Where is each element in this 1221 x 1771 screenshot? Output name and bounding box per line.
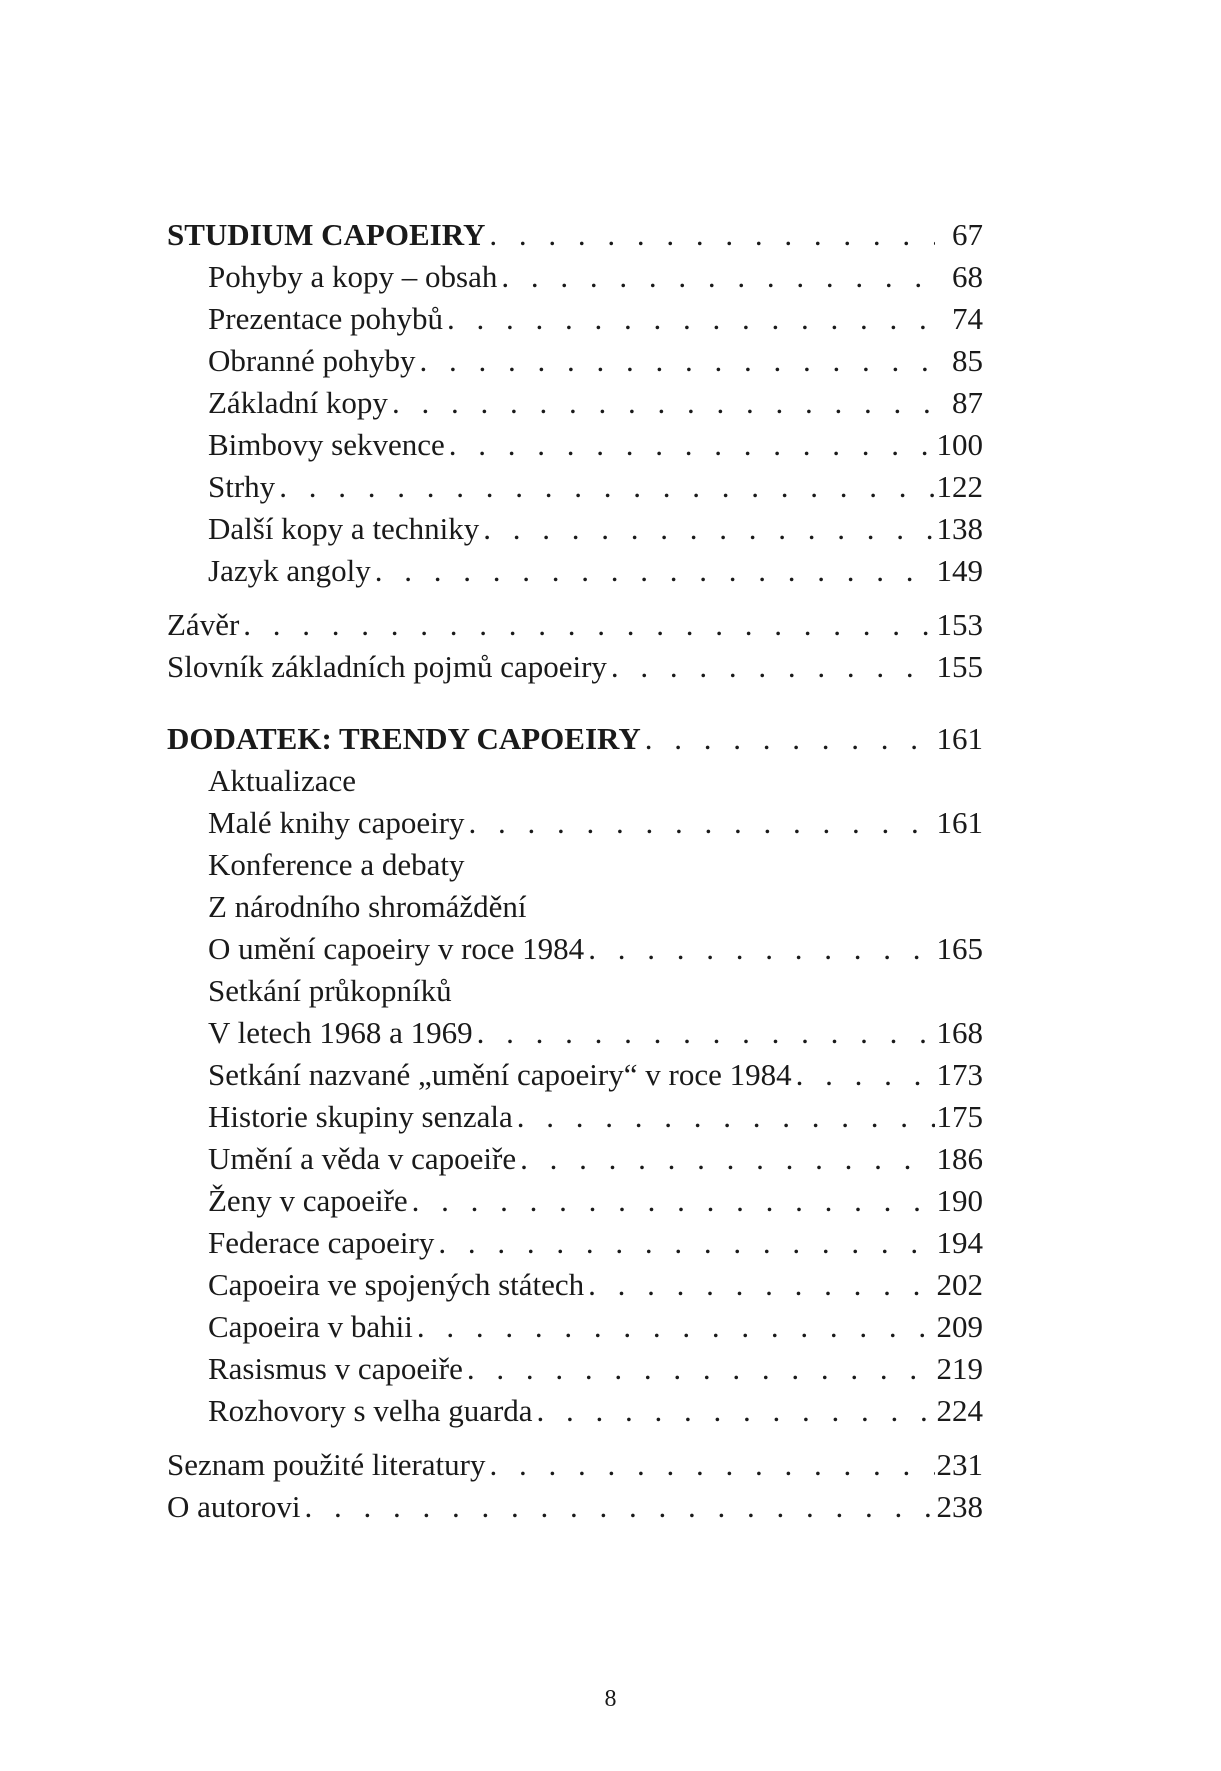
toc-entry-page: 186 xyxy=(936,1141,983,1176)
toc-dot-leader xyxy=(533,1390,935,1432)
toc-entry-title: Rozhovory s velha guarda xyxy=(208,1393,533,1428)
toc-entry xyxy=(167,802,983,844)
toc-dot-leader xyxy=(584,928,935,970)
toc-dot-leader xyxy=(443,298,935,340)
toc-entry-page: 100 xyxy=(936,427,983,462)
toc-entry-page: 190 xyxy=(936,1183,983,1218)
toc-entry-title: Konference a debaty xyxy=(208,847,465,882)
toc-entry xyxy=(167,550,983,592)
toc-entry-page: 194 xyxy=(936,1225,983,1260)
toc-dot-leader xyxy=(388,382,935,424)
toc-dot-leader xyxy=(413,1306,935,1348)
toc-entry-page: 161 xyxy=(936,805,983,840)
toc-entry xyxy=(167,256,983,298)
page-number: 8 xyxy=(604,1686,617,1712)
toc-dot-leader xyxy=(485,214,935,256)
toc-dot-leader xyxy=(300,1486,935,1528)
toc-entry xyxy=(167,508,983,550)
toc-entry-title: DODATEK: TRENDY CAPOEIRY xyxy=(167,721,641,756)
toc-dot-leader xyxy=(275,466,935,508)
toc-entry-title: Pohyby a kopy – obsah xyxy=(208,259,498,294)
toc-entry-page: 209 xyxy=(936,1309,983,1344)
table-of-contents xyxy=(167,214,983,1528)
toc-dot-leader xyxy=(792,1054,935,1096)
toc-entry xyxy=(167,760,983,802)
toc-entry-title: O autorovi xyxy=(167,1489,301,1524)
toc-dot-leader xyxy=(607,646,935,688)
toc-entry-page: 68 xyxy=(952,259,983,294)
toc-entry xyxy=(167,604,983,646)
toc-entry-page: 87 xyxy=(952,385,983,420)
toc-entry xyxy=(167,1306,983,1348)
toc-entry xyxy=(167,1264,983,1306)
toc-entry-page: 161 xyxy=(936,721,983,756)
toc-dot-leader xyxy=(445,424,935,466)
toc-entry-title: O umění capoeiry v roce 1984 xyxy=(208,931,585,966)
toc-entry xyxy=(167,1138,983,1180)
toc-entry xyxy=(167,928,983,970)
toc-dot-leader xyxy=(584,1264,935,1306)
toc-entry xyxy=(167,718,983,760)
toc-entry-page: 224 xyxy=(936,1393,983,1428)
toc-entry-page: 175 xyxy=(936,1099,983,1134)
toc-entry xyxy=(167,214,983,256)
toc-dot-leader xyxy=(465,802,935,844)
toc-dot-leader xyxy=(434,1222,935,1264)
toc-entry-page: 85 xyxy=(952,343,983,378)
toc-dot-leader xyxy=(415,340,935,382)
toc-entry-page: 173 xyxy=(936,1057,983,1092)
toc-entry-title: Jazyk angoly xyxy=(208,553,371,588)
toc-entry-page: 168 xyxy=(936,1015,983,1050)
toc-entry-page: 155 xyxy=(936,649,983,684)
toc-entry-title: Další kopy a techniky xyxy=(208,511,480,546)
toc-entry xyxy=(167,1180,983,1222)
toc-entry xyxy=(167,970,983,1012)
toc-entry-title: Malé knihy capoeiry xyxy=(208,805,465,840)
toc-entry xyxy=(167,1390,983,1432)
toc-entry-title: Aktualizace xyxy=(208,763,357,798)
toc-entry xyxy=(167,298,983,340)
toc-entry-title: Prezentace pohybů xyxy=(208,301,443,336)
toc-entry xyxy=(167,1348,983,1390)
toc-entry-page: 67 xyxy=(952,217,983,252)
toc-entry-title: Capoeira v bahii xyxy=(208,1309,413,1344)
toc-entry-title: Obranné pohyby xyxy=(208,343,416,378)
toc-dot-leader xyxy=(239,604,935,646)
toc-entry xyxy=(167,466,983,508)
toc-entry-title: Bimbovy sekvence xyxy=(208,427,445,462)
toc-entry-title: Umění a věda v capoeiře xyxy=(208,1141,517,1176)
toc-entry xyxy=(167,844,983,886)
toc-entry xyxy=(167,1054,983,1096)
toc-entry-page: 165 xyxy=(936,931,983,966)
toc-dot-leader xyxy=(463,1348,935,1390)
toc-entry-title: STUDIUM CAPOEIRY xyxy=(167,217,486,252)
toc-entry xyxy=(167,424,983,466)
toc-entry xyxy=(167,646,983,688)
toc-entry-page: 238 xyxy=(936,1489,983,1524)
toc-entry-title: Capoeira ve spojených státech xyxy=(208,1267,585,1302)
toc-entry-title: Z národního shromáždění xyxy=(208,889,527,924)
toc-entry-title: Základní kopy xyxy=(208,385,388,420)
toc-entry xyxy=(167,1222,983,1264)
toc-entry-title: Federace capoeiry xyxy=(208,1225,435,1260)
toc-entry xyxy=(167,340,983,382)
toc-entry xyxy=(167,382,983,424)
toc-entry-title: Závěr xyxy=(167,607,240,642)
toc-entry-title: Setkání nazvané „umění capoeiry“ v roce 1984 xyxy=(208,1057,792,1092)
toc-entry-page: 122 xyxy=(936,469,983,504)
toc-entry-title: Rasismus v capoeiře xyxy=(208,1351,463,1386)
toc-dot-leader xyxy=(408,1180,935,1222)
toc-entry-page: 138 xyxy=(936,511,983,546)
toc-dot-leader xyxy=(516,1138,935,1180)
toc-entry xyxy=(167,1096,983,1138)
toc-dot-leader xyxy=(497,256,935,298)
toc-entry-title: Seznam použité literatury xyxy=(167,1447,486,1482)
toc-dot-leader xyxy=(513,1096,935,1138)
toc-entry-title: Historie skupiny senzala xyxy=(208,1099,513,1134)
toc-entry-title: Setkání průkopníků xyxy=(208,973,452,1008)
toc-entry xyxy=(167,1486,983,1528)
toc-dot-leader xyxy=(641,718,935,760)
toc-entry-title: Ženy v capoeiře xyxy=(208,1183,408,1218)
toc-entry-page: 219 xyxy=(936,1351,983,1386)
toc-entry-title: V letech 1968 a 1969 xyxy=(208,1015,473,1050)
toc-entry-page: 231 xyxy=(936,1447,983,1482)
toc-dot-leader xyxy=(479,508,935,550)
toc-entry xyxy=(167,1444,983,1486)
toc-entry-page: 153 xyxy=(936,607,983,642)
toc-entry-page: 149 xyxy=(936,553,983,588)
toc-entry-page: 202 xyxy=(936,1267,983,1302)
toc-entry-page: 74 xyxy=(952,301,983,336)
toc-entry-title: Slovník základních pojmů capoeiry xyxy=(167,649,607,684)
toc-dot-leader xyxy=(371,550,935,592)
toc-entry xyxy=(167,886,983,928)
toc-dot-leader xyxy=(486,1444,936,1486)
toc-entry xyxy=(167,1012,983,1054)
toc-entry-title: Strhy xyxy=(208,469,276,504)
toc-dot-leader xyxy=(473,1012,935,1054)
